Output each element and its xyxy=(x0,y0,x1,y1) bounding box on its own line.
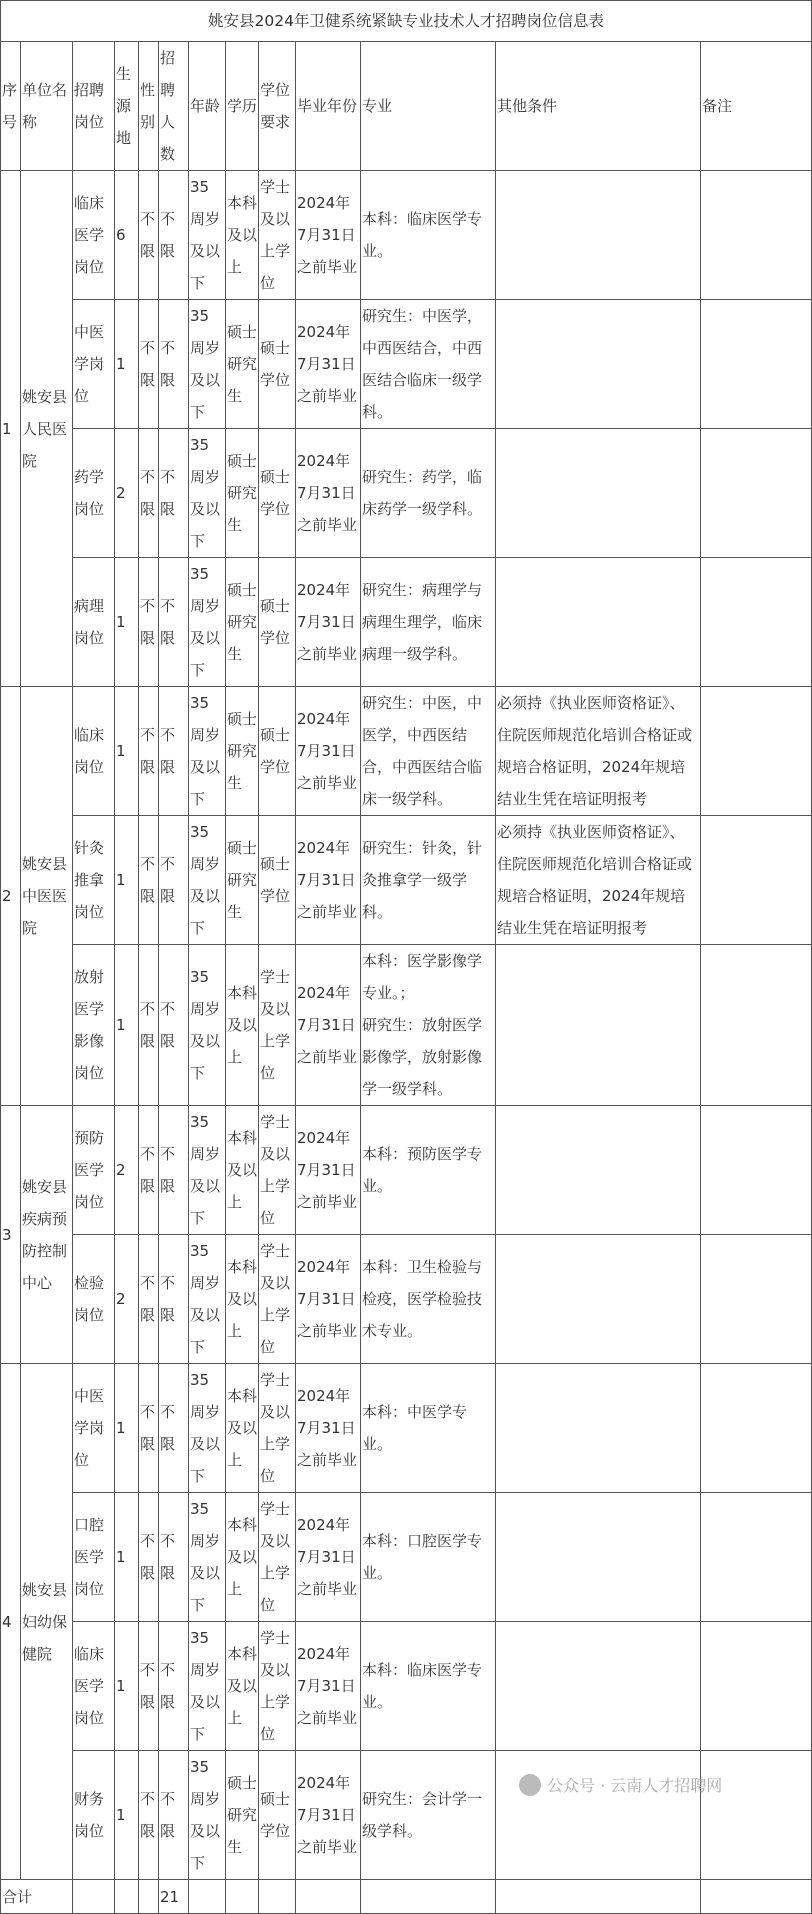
count-cell: 不限 xyxy=(159,1622,189,1751)
count-cell: 不限 xyxy=(159,1364,189,1493)
table-row xyxy=(1,1493,812,1622)
degree-cell: 学士及以上学位 xyxy=(259,1106,296,1235)
header-note: 备注 xyxy=(701,42,812,171)
source-cell: 1 xyxy=(115,300,139,429)
education-cell: 本科及以上 xyxy=(226,1364,259,1493)
post-cell: 临床医学岗位 xyxy=(73,1622,115,1751)
age-cell: 35周岁及以下 xyxy=(189,1235,226,1364)
total-empty-cell xyxy=(701,1880,812,1914)
note-cell xyxy=(701,816,812,945)
grad-year-cell: 2024年7月31日之前毕业 xyxy=(296,945,361,1106)
education-cell: 硕士研究生 xyxy=(226,429,259,558)
post-cell: 财务岗位 xyxy=(73,1751,115,1880)
header-source: 生源地 xyxy=(115,42,139,171)
count-cell: 不限 xyxy=(159,300,189,429)
degree-cell: 学士及以上学位 xyxy=(259,1364,296,1493)
education-cell: 本科及以上 xyxy=(226,945,259,1106)
grad-year-cell: 2024年7月31日之前毕业 xyxy=(296,300,361,429)
count-cell: 不限 xyxy=(159,816,189,945)
table-row xyxy=(1,429,812,558)
total-empty-cell xyxy=(226,1880,259,1914)
note-cell xyxy=(701,171,812,300)
count-cell: 不限 xyxy=(159,171,189,300)
source-cell: 2 xyxy=(115,1235,139,1364)
table-row xyxy=(1,1235,812,1364)
age-cell: 35周岁及以下 xyxy=(189,687,226,816)
grad-year-cell: 2024年7月31日之前毕业 xyxy=(296,1235,361,1364)
table-row xyxy=(1,1106,812,1235)
table-row xyxy=(1,558,812,687)
grad-year-cell: 2024年7月31日之前毕业 xyxy=(296,1106,361,1235)
other-cell xyxy=(496,1364,701,1493)
count-cell: 不限 xyxy=(159,945,189,1106)
grad-year-cell: 2024年7月31日之前毕业 xyxy=(296,816,361,945)
major-cell: 研究生：病理学与病理生理学，临床病理一级学科。 xyxy=(361,558,496,687)
post-cell: 中医学岗位 xyxy=(73,1364,115,1493)
header-post: 招聘岗位 xyxy=(73,42,115,171)
major-cell: 研究生：中医，中医学，中西医结合，中西医结合临床一级学科。 xyxy=(361,687,496,816)
grad-year-cell: 2024年7月31日之前毕业 xyxy=(296,687,361,816)
major-cell: 本科：医学影像学专业。； 研究生：放射医学影像学，放射影像学一级学科。 xyxy=(361,945,496,1106)
count-cell: 不限 xyxy=(159,1235,189,1364)
unit-no-cell: 3 xyxy=(1,1106,21,1364)
table-row xyxy=(1,945,812,1106)
major-cell: 本科：口腔医学专业。 xyxy=(361,1493,496,1622)
total-empty-cell xyxy=(139,1880,159,1914)
post-cell: 针灸推拿岗位 xyxy=(73,816,115,945)
note-cell xyxy=(701,558,812,687)
gender-cell: 不限 xyxy=(139,1364,159,1493)
note-cell xyxy=(701,1622,812,1751)
count-cell: 不限 xyxy=(159,429,189,558)
education-cell: 本科及以上 xyxy=(226,1106,259,1235)
major-cell: 研究生：针灸，针灸推拿学一级学科。 xyxy=(361,816,496,945)
source-cell: 1 xyxy=(115,945,139,1106)
degree-cell: 硕士学位 xyxy=(259,687,296,816)
other-cell xyxy=(496,429,701,558)
degree-cell: 硕士学位 xyxy=(259,300,296,429)
note-cell xyxy=(701,300,812,429)
education-cell: 本科及以上 xyxy=(226,1493,259,1622)
other-cell xyxy=(496,1751,701,1880)
header-no: 序号 xyxy=(1,42,21,171)
gender-cell: 不限 xyxy=(139,1106,159,1235)
age-cell: 35周岁及以下 xyxy=(189,300,226,429)
grad-year-cell: 2024年7月31日之前毕业 xyxy=(296,558,361,687)
gender-cell: 不限 xyxy=(139,558,159,687)
age-cell: 35周岁及以下 xyxy=(189,1106,226,1235)
education-cell: 硕士研究生 xyxy=(226,300,259,429)
note-cell xyxy=(701,687,812,816)
grad-year-cell: 2024年7月31日之前毕业 xyxy=(296,171,361,300)
gender-cell: 不限 xyxy=(139,1751,159,1880)
table-row xyxy=(1,1622,812,1751)
table-row xyxy=(1,816,812,945)
age-cell: 35周岁及以下 xyxy=(189,945,226,1106)
total-count: 21 xyxy=(159,1880,189,1914)
other-cell: 必须持《执业医师资格证》、住院医师规范化培训合格证或规培合格证明，2024年规培结业生凭在培证明报考 xyxy=(496,687,701,816)
header-education: 学历 xyxy=(226,42,259,171)
unit-no-cell: 4 xyxy=(1,1364,21,1880)
gender-cell: 不限 xyxy=(139,816,159,945)
other-cell xyxy=(496,171,701,300)
watermark xyxy=(519,1773,722,1796)
total-empty-cell xyxy=(296,1880,361,1914)
count-cell: 不限 xyxy=(159,1493,189,1622)
post-cell: 临床岗位 xyxy=(73,687,115,816)
post-cell: 药学岗位 xyxy=(73,429,115,558)
gender-cell: 不限 xyxy=(139,687,159,816)
post-cell: 病理岗位 xyxy=(73,558,115,687)
note-cell xyxy=(701,1364,812,1493)
source-cell: 6 xyxy=(115,171,139,300)
other-cell: 必须持《执业医师资格证》、住院医师规范化培训合格证或规培合格证明，2024年规培结业生凭在培证明报考 xyxy=(496,816,701,945)
education-cell: 硕士研究生 xyxy=(226,1751,259,1880)
major-cell: 研究生：药学，临床药学一级学科。 xyxy=(361,429,496,558)
source-cell: 1 xyxy=(115,687,139,816)
header-degree: 学位要求 xyxy=(259,42,296,171)
age-cell: 35周岁及以下 xyxy=(189,1493,226,1622)
education-cell: 本科及以上 xyxy=(226,1235,259,1364)
header-count: 招聘人数 xyxy=(159,42,189,171)
source-cell: 2 xyxy=(115,429,139,558)
education-cell: 硕士研究生 xyxy=(226,816,259,945)
post-cell: 检验岗位 xyxy=(73,1235,115,1364)
count-cell: 不限 xyxy=(159,558,189,687)
major-cell: 研究生：中医学，中西医结合，中西医结合临床一级学科。 xyxy=(361,300,496,429)
header-row xyxy=(1,42,812,171)
age-cell: 35周岁及以下 xyxy=(189,816,226,945)
source-cell: 1 xyxy=(115,558,139,687)
unit-name-cell: 姚安县中医医院 xyxy=(21,687,73,1106)
other-cell xyxy=(496,1493,701,1622)
unit-name-cell: 姚安县人民医院 xyxy=(21,171,73,687)
count-cell: 不限 xyxy=(159,1106,189,1235)
gender-cell: 不限 xyxy=(139,171,159,300)
header-major: 专业 xyxy=(361,42,496,171)
other-cell xyxy=(496,1622,701,1751)
note-cell xyxy=(701,945,812,1106)
other-cell xyxy=(496,1106,701,1235)
unit-no-cell: 1 xyxy=(1,171,21,687)
degree-cell: 学士及以上学位 xyxy=(259,1493,296,1622)
table-row xyxy=(1,1364,812,1493)
watermark-text: 公众号 · 云南人才招聘网 xyxy=(547,1776,723,1795)
gender-cell: 不限 xyxy=(139,300,159,429)
note-cell xyxy=(701,429,812,558)
major-cell: 本科：卫生检验与检疫，医学检验技术专业。 xyxy=(361,1235,496,1364)
age-cell: 35周岁及以下 xyxy=(189,558,226,687)
source-cell: 2 xyxy=(115,1106,139,1235)
major-cell: 本科：中医学专业。 xyxy=(361,1364,496,1493)
education-cell: 硕士研究生 xyxy=(226,558,259,687)
degree-cell: 硕士学位 xyxy=(259,1751,296,1880)
major-cell: 本科：临床医学专业。 xyxy=(361,171,496,300)
degree-cell: 学士及以上学位 xyxy=(259,1235,296,1364)
source-cell: 1 xyxy=(115,1622,139,1751)
grad-year-cell: 2024年7月31日之前毕业 xyxy=(296,1364,361,1493)
header-unit: 单位名称 xyxy=(21,42,73,171)
count-cell: 不限 xyxy=(159,687,189,816)
age-cell: 35周岁及以下 xyxy=(189,1622,226,1751)
header-gender: 性别 xyxy=(139,42,159,171)
wechat-icon xyxy=(519,1774,541,1796)
degree-cell: 硕士学位 xyxy=(259,429,296,558)
table-row xyxy=(1,300,812,429)
gender-cell: 不限 xyxy=(139,945,159,1106)
header-grad-year: 毕业年份 xyxy=(296,42,361,171)
major-cell: 研究生：会计学一级学科。 xyxy=(361,1751,496,1880)
count-cell: 不限 xyxy=(159,1751,189,1880)
gender-cell: 不限 xyxy=(139,429,159,558)
post-cell: 口腔医学岗位 xyxy=(73,1493,115,1622)
other-cell xyxy=(496,558,701,687)
total-empty-cell xyxy=(496,1880,701,1914)
table-title: 姚安县2024年卫健系统紧缺专业技术人才招聘岗位信息表 xyxy=(1,1,812,42)
unit-no-cell: 2 xyxy=(1,687,21,1106)
grad-year-cell: 2024年7月31日之前毕业 xyxy=(296,1493,361,1622)
source-cell: 1 xyxy=(115,1364,139,1493)
note-cell xyxy=(701,1751,812,1880)
education-cell: 硕士研究生 xyxy=(226,687,259,816)
age-cell: 35周岁及以下 xyxy=(189,171,226,300)
unit-name-cell: 姚安县疾病预防控制中心 xyxy=(21,1106,73,1364)
source-cell: 1 xyxy=(115,1493,139,1622)
total-empty-cell xyxy=(189,1880,226,1914)
other-cell xyxy=(496,1235,701,1364)
note-cell xyxy=(701,1493,812,1622)
degree-cell: 硕士学位 xyxy=(259,558,296,687)
source-cell: 1 xyxy=(115,1751,139,1880)
age-cell: 35周岁及以下 xyxy=(189,429,226,558)
other-cell xyxy=(496,945,701,1106)
education-cell: 本科及以上 xyxy=(226,171,259,300)
header-age: 年龄 xyxy=(189,42,226,171)
gender-cell: 不限 xyxy=(139,1622,159,1751)
total-empty-cell xyxy=(361,1880,496,1914)
total-row xyxy=(1,1880,812,1914)
header-other: 其他条件 xyxy=(496,42,701,171)
post-cell: 预防医学岗位 xyxy=(73,1106,115,1235)
degree-cell: 学士及以上学位 xyxy=(259,1622,296,1751)
major-cell: 本科：临床医学专业。 xyxy=(361,1622,496,1751)
total-empty-cell xyxy=(259,1880,296,1914)
total-empty-cell xyxy=(73,1880,115,1914)
major-cell: 本科：预防医学专业。 xyxy=(361,1106,496,1235)
total-empty-cell xyxy=(115,1880,139,1914)
unit-name-cell: 姚安县妇幼保健院 xyxy=(21,1364,73,1880)
note-cell xyxy=(701,1106,812,1235)
age-cell: 35周岁及以下 xyxy=(189,1364,226,1493)
gender-cell: 不限 xyxy=(139,1493,159,1622)
degree-cell: 硕士学位 xyxy=(259,816,296,945)
degree-cell: 学士及以上学位 xyxy=(259,171,296,300)
table-row xyxy=(1,171,812,300)
note-cell xyxy=(701,1235,812,1364)
title-row xyxy=(1,1,812,42)
post-cell: 放射医学影像岗位 xyxy=(73,945,115,1106)
education-cell: 本科及以上 xyxy=(226,1622,259,1751)
grad-year-cell: 2024年7月31日之前毕业 xyxy=(296,1622,361,1751)
age-cell: 35周岁及以下 xyxy=(189,1751,226,1880)
source-cell: 1 xyxy=(115,816,139,945)
grad-year-cell: 2024年7月31日之前毕业 xyxy=(296,429,361,558)
total-label: 合计 xyxy=(1,1880,73,1914)
table-row xyxy=(1,687,812,816)
grad-year-cell: 2024年7月31日之前毕业 xyxy=(296,1751,361,1880)
gender-cell: 不限 xyxy=(139,1235,159,1364)
other-cell xyxy=(496,300,701,429)
table-row xyxy=(1,1751,812,1880)
post-cell: 临床医学岗位 xyxy=(73,171,115,300)
degree-cell: 学士及以上学位 xyxy=(259,945,296,1106)
post-cell: 中医学岗位 xyxy=(73,300,115,429)
